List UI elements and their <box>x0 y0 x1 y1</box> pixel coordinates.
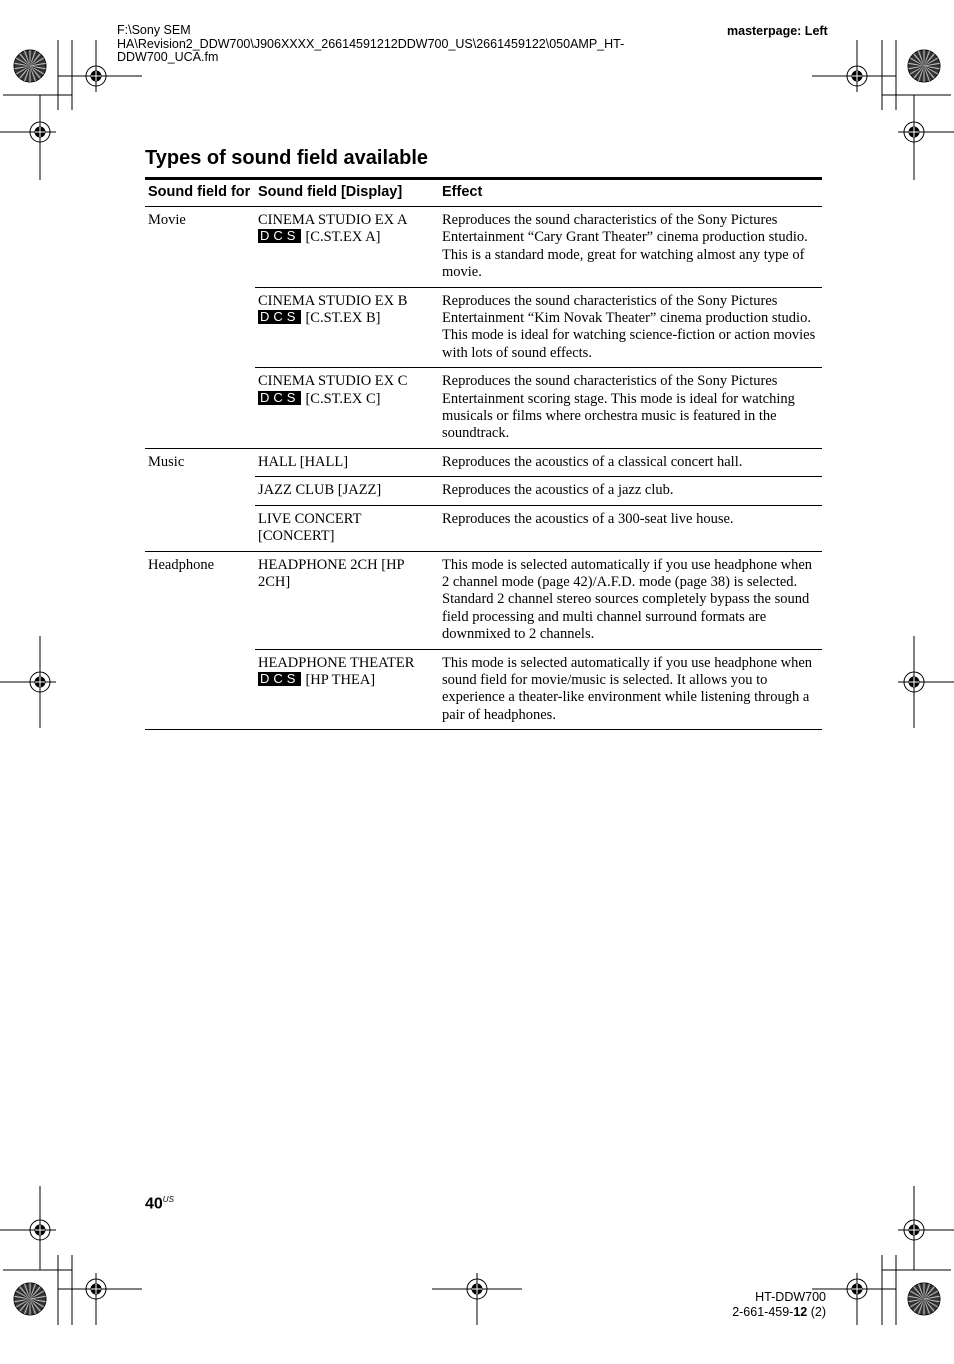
file-path: F:\Sony SEM HA\Revision2_DDW700\J906XXXX_26614591212DDW700_US\2661459122\050AMP_HT-DDW700_UCA.fm <box>117 23 625 64</box>
header-sound-field-for: Sound field for <box>145 179 255 207</box>
section-title: Types of sound field available <box>145 147 429 169</box>
sound-field-name: HALL [HALL] <box>258 453 349 470</box>
sound-field-name: HEADPHONE THEATER <box>258 654 415 671</box>
row-effect: Reproduces the sound characteristics of the Sony Pictures Entertainment “Cary Grant Theater” cinema production studio. This is a standard mode, great for watching almost any type of movie. <box>442 212 808 281</box>
model-number: HT-DDW700 <box>755 1290 826 1304</box>
table-header-row <box>145 179 822 207</box>
display-label: [C.ST.EX A] <box>305 229 381 246</box>
registration-target-icon <box>24 666 56 698</box>
row-category <box>145 505 255 551</box>
page-number <box>145 1195 174 1213</box>
registration-target-icon <box>898 116 930 148</box>
registration-target-icon <box>841 1273 873 1305</box>
dcs-badge: DCS <box>260 228 300 244</box>
catalog-number <box>700 1305 826 1319</box>
row-effect: Reproduces the acoustics of a jazz club. <box>439 477 822 505</box>
starburst-icon <box>14 50 46 82</box>
row-category <box>145 649 255 730</box>
dcs-badge: DCS <box>260 670 300 686</box>
display-label: [C.ST.EX B] <box>305 310 381 327</box>
header-effect: Effect <box>439 179 822 207</box>
sound-field-table <box>145 177 822 730</box>
registration-target-icon <box>80 60 112 92</box>
registration-target-icon <box>24 116 56 148</box>
row-effect: Reproduces the acoustics of a classical concert hall. <box>439 448 822 476</box>
display-label: [C.ST.EX C] <box>305 390 381 407</box>
row-category <box>145 477 255 505</box>
row-category: Headphone <box>145 551 255 649</box>
row-sound-field <box>255 207 439 288</box>
sound-field-name: CINEMA STUDIO EX C <box>258 373 408 390</box>
row-sound-field <box>255 477 439 505</box>
starburst-icon <box>14 1283 46 1315</box>
registration-target-icon <box>24 1214 56 1246</box>
page-number-value: 40 <box>145 1195 163 1213</box>
table-row <box>145 649 822 730</box>
table-row <box>145 477 822 505</box>
sound-field-name: CINEMA STUDIO EX A <box>258 212 408 228</box>
starburst-icon <box>908 1283 940 1315</box>
catalog-suffix: (2) <box>807 1305 826 1319</box>
row-effect: Reproduces the sound characteristics of the Sony Pictures Entertainment “Kim Novak Theater” cinema production studio. This mode is ideal for watching science-fiction or action movies with lots of sound effects. <box>439 287 822 368</box>
row-sound-field <box>255 368 439 449</box>
row-sound-field <box>255 448 439 476</box>
starburst-icon <box>908 50 940 82</box>
registration-target-icon <box>898 1214 930 1246</box>
row-effect: Reproduces the sound characteristics of the Sony Pictures Entertainment scoring stage. This mode is ideal for watching musicals or films where orchestra music is featured in the soundtrack. <box>439 368 822 449</box>
table-row <box>145 287 822 368</box>
row-category <box>145 368 255 449</box>
row-effect: This mode is selected automatically if you use headphone when 2 channel mode (page 42)/A.F.D. mode (page 38) is selected. Standard 2 channel stereo sources completely bypass the sound field processing and multi channel surround formats are downmixed to 2 channels. <box>439 551 822 649</box>
masterpage-label: masterpage: Left <box>727 24 828 38</box>
header-sound-field-display: Sound field [Display] <box>255 179 439 207</box>
page-number-suffix: US <box>162 1195 174 1204</box>
registration-target-icon <box>898 666 930 698</box>
catalog-bold: 12 <box>793 1305 808 1319</box>
dcs-badge: DCS <box>260 309 300 325</box>
row-sound-field <box>255 287 439 368</box>
table-row <box>145 368 822 449</box>
row-category: Music <box>145 448 255 476</box>
table-row <box>145 551 822 649</box>
dcs-badge: DCS <box>260 389 300 405</box>
row-effect: This mode is selected automatically if you use headphone when sound field for movie/music is selected. It allows you to experience a theater-like environment while listening through a pair of headphones. <box>439 649 822 730</box>
row-category <box>145 287 255 368</box>
display-label: [HP THEA] <box>305 671 376 688</box>
sound-field-name: LIVE CONCERT [CONCERT] <box>258 510 362 545</box>
sound-field-name: CINEMA STUDIO EX B <box>258 292 408 309</box>
row-category: Movie <box>148 212 186 228</box>
registration-target-icon <box>841 60 873 92</box>
table-row <box>145 505 822 551</box>
row-sound-field <box>255 649 439 730</box>
row-sound-field <box>255 551 439 649</box>
row-effect: Reproduces the acoustics of a 300-seat live house. <box>439 505 822 551</box>
catalog-prefix: 2-661-459- <box>732 1305 794 1319</box>
registration-target-icon <box>461 1273 493 1305</box>
registration-target-icon <box>80 1273 112 1305</box>
row-sound-field <box>255 505 439 551</box>
sound-field-name: HEADPHONE 2CH [HP 2CH] <box>258 556 405 590</box>
sound-field-name: JAZZ CLUB [JAZZ] <box>258 482 382 499</box>
table-row <box>145 207 822 288</box>
table-row <box>145 448 822 476</box>
